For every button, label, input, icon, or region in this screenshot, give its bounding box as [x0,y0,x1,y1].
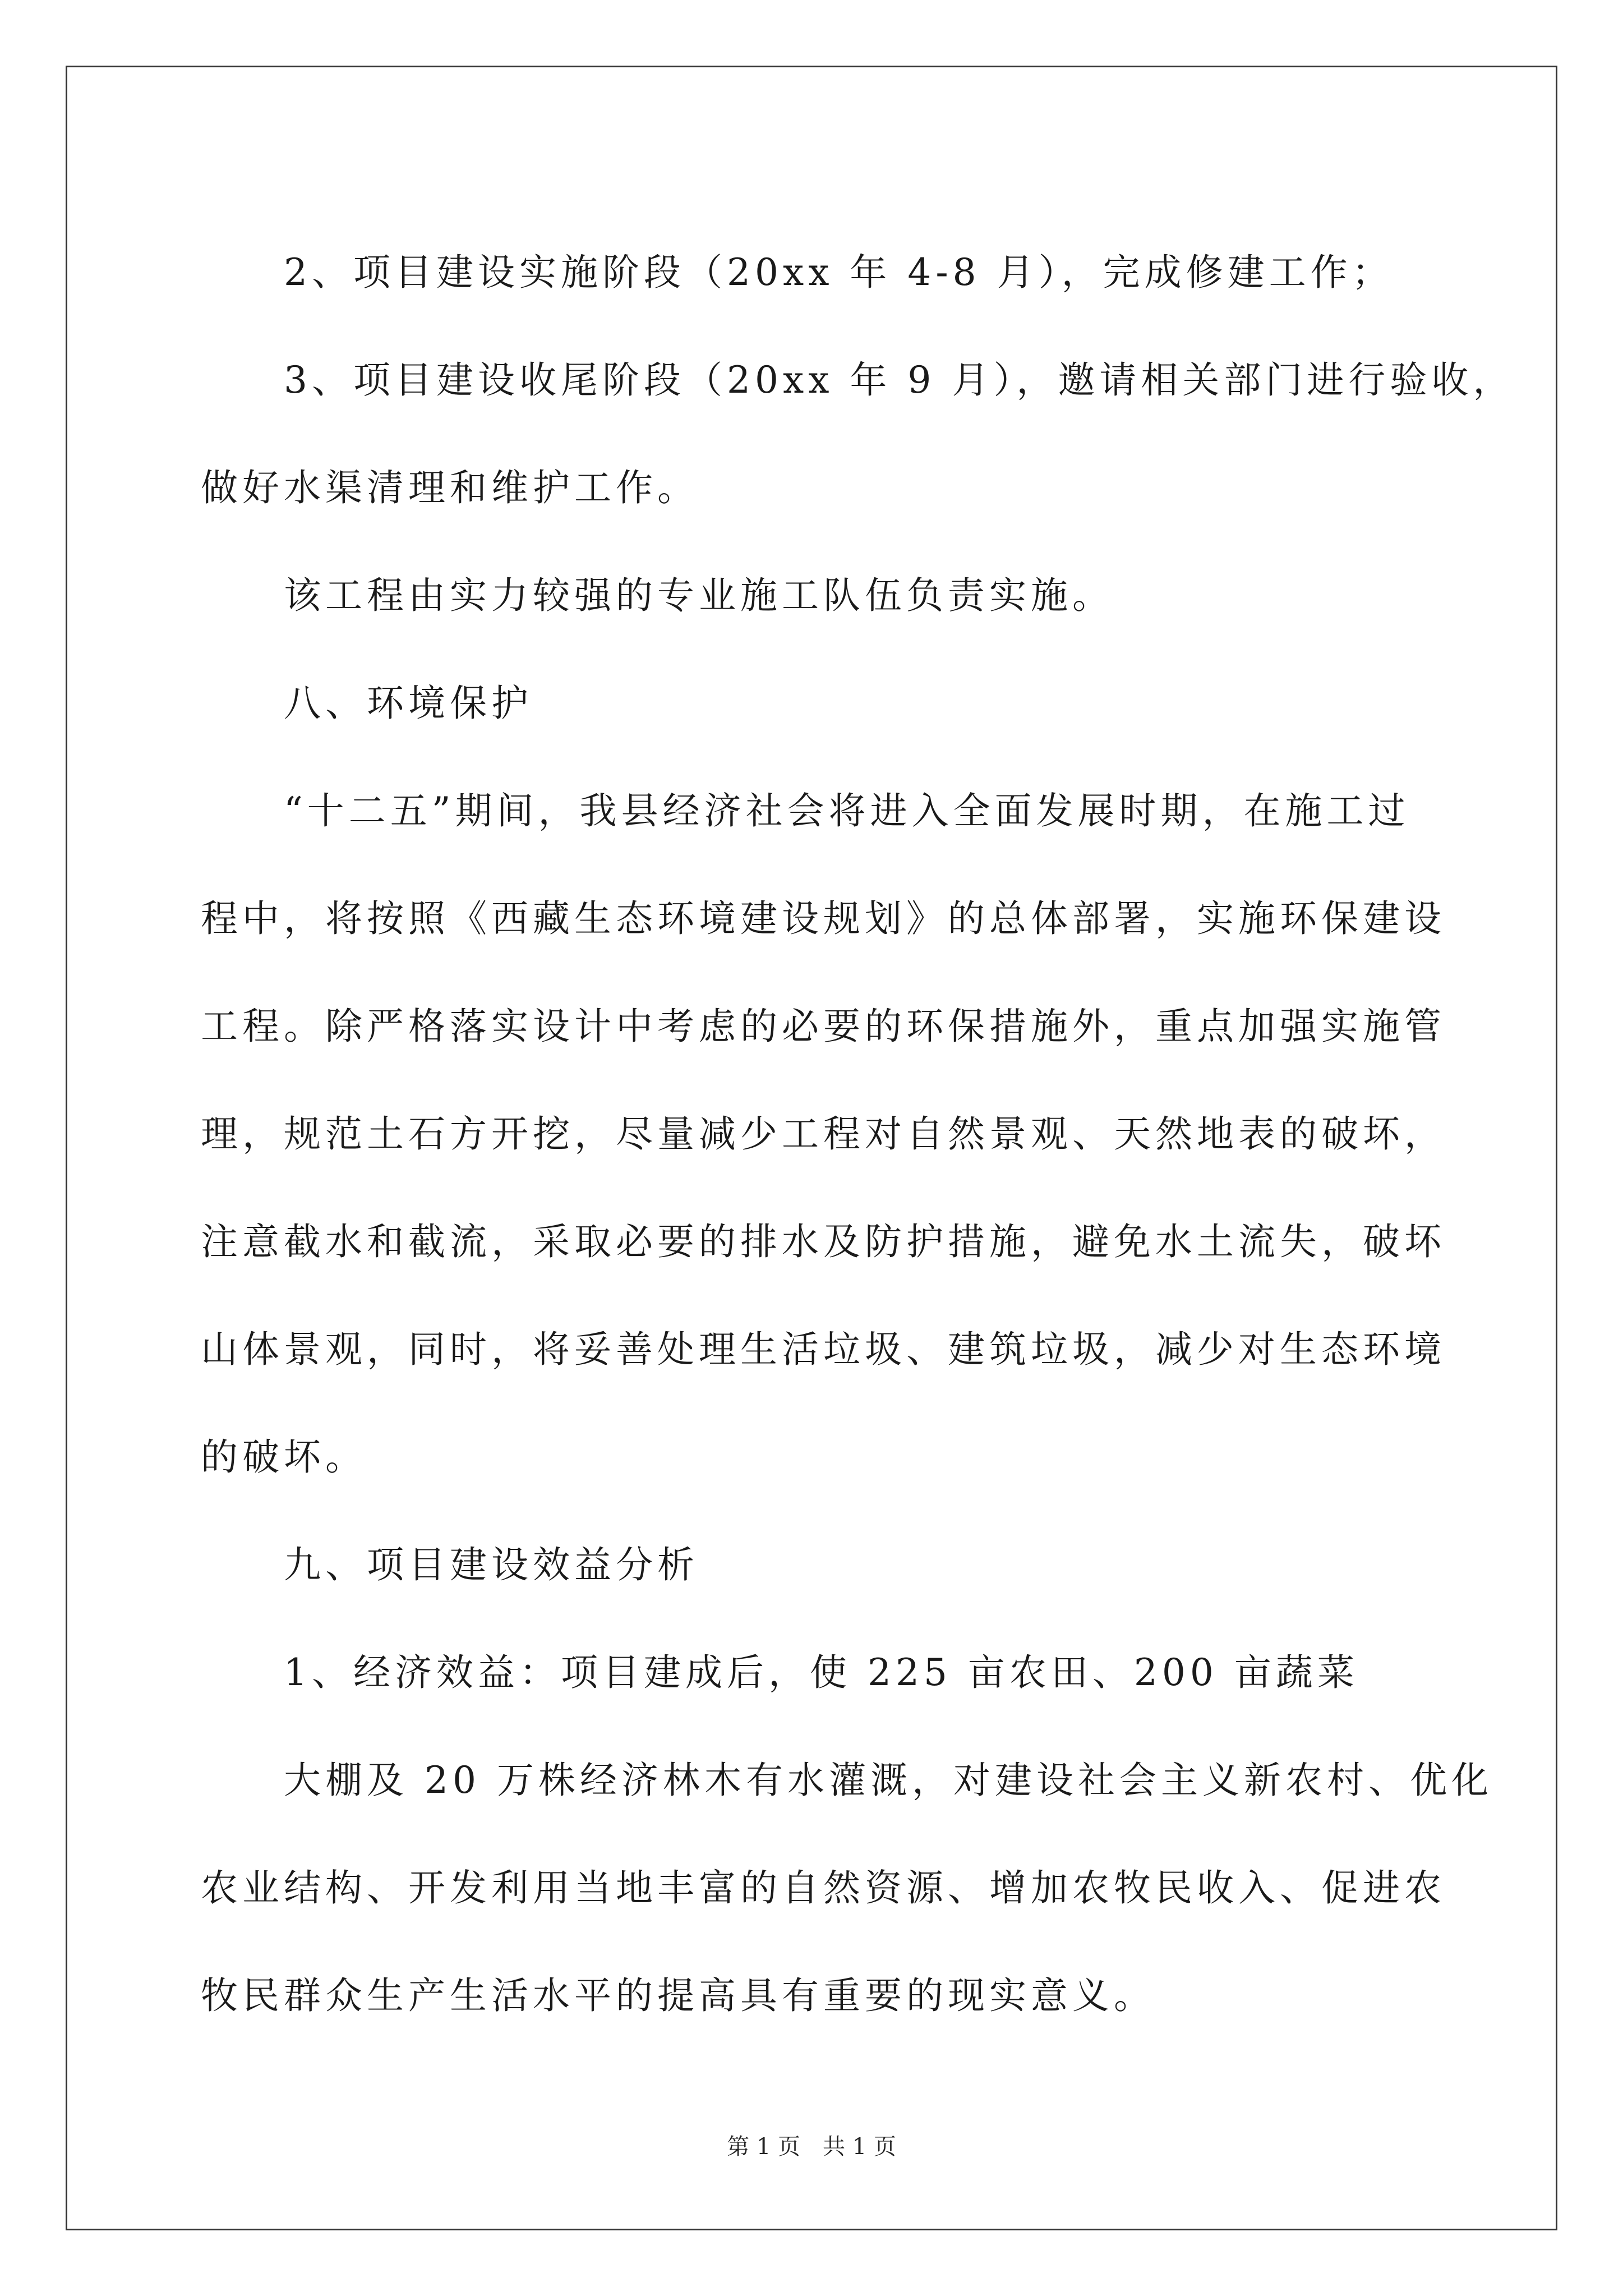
page-total: 共 1 页 [823,2134,896,2160]
paragraph-line: 山体景观，同时，将妥善处理生活垃圾、建筑垃圾，减少对生态环境 [201,1328,1446,1371]
paragraph-line: 的破坏。 [201,1435,367,1479]
paragraph-line: 大棚及 20 万株经济林木有水灌溉，对建设社会主义新农村、优化 [284,1759,1493,1802]
paragraph-line: 工程。除严格落实设计中考虑的必要的环保措施外，重点加强实施管 [201,1005,1446,1048]
paragraph-line: 注意截水和截流，采取必要的排水及防护措施，避免水土流失，破坏 [201,1220,1446,1263]
paragraph-line: 做好水渠清理和维护工作。 [201,466,699,509]
paragraph-line: 2、项目建设实施阶段（20xx 年 4-8 月），完成修建工作； [284,251,1394,294]
paragraph-line: 程中，将按照《西藏生态环境建设规划》的总体部署，实施环保建设 [201,897,1446,940]
paragraph-line: 牧民群众生产生活水平的提高具有重要的现实意义。 [201,1974,1155,2017]
section-heading: 九、项目建设效益分析 [284,1543,699,1586]
paragraph-line: “十二五”期间，我县经济社会将进入全面发展时期，在施工过 [284,789,1410,832]
paragraph-line: 3、项目建设收尾阶段（20xx 年 9 月），邀请相关部门进行验收， [284,358,1515,402]
paragraph-line: 理，规范土石方开挖，尽量减少工程对自然景观、天然地表的破坏， [201,1112,1446,1156]
paragraph-line: 该工程由实力较强的专业施工队伍负责实施。 [284,574,1114,617]
paragraph-line: 农业结构、开发利用当地丰富的自然资源、增加农牧民收入、促进农 [201,1866,1446,1910]
paragraph-line: 1、经济效益：项目建成后，使 225 亩农田、200 亩蔬菜 [284,1651,1359,1694]
section-heading: 八、环境保护 [284,682,533,725]
page-footer [0,2129,1623,2161]
page-number: 第 1 页 [727,2134,800,2160]
document-body [201,219,1515,2050]
